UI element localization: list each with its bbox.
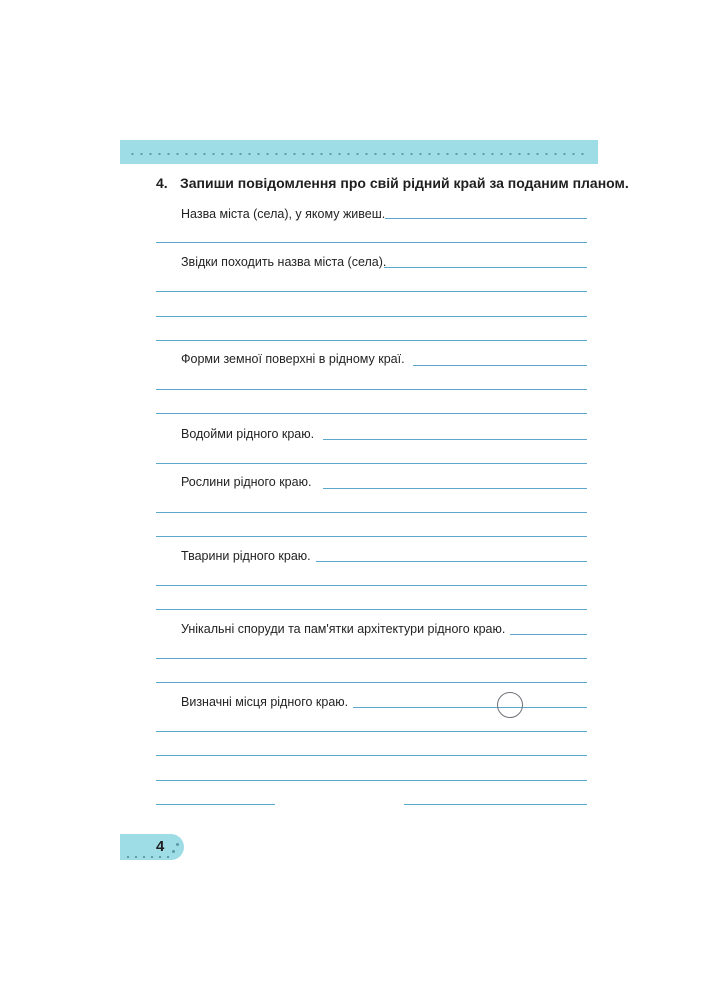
answer-line[interactable]	[156, 512, 587, 513]
answer-line[interactable]	[156, 585, 587, 586]
prompt-landmarks: Визначні місця рідного краю.	[181, 695, 349, 709]
answer-line[interactable]	[413, 365, 587, 366]
answer-line[interactable]	[156, 755, 587, 756]
answer-line[interactable]	[156, 413, 587, 414]
prompt-water-bodies: Водойми рідного краю.	[181, 427, 315, 441]
banner-dot-border	[128, 153, 590, 155]
answer-line[interactable]	[353, 707, 587, 708]
task-heading	[156, 175, 629, 191]
prompt-animals: Тварини рідного краю.	[181, 549, 311, 563]
header-banner	[120, 140, 598, 164]
answer-line[interactable]	[156, 658, 587, 659]
answer-line[interactable]	[384, 267, 587, 268]
answer-line[interactable]	[156, 536, 587, 537]
answer-line[interactable]	[323, 488, 587, 489]
page-number: 4	[156, 838, 165, 855]
answer-line[interactable]	[156, 682, 587, 683]
circle-mark-icon	[497, 692, 523, 718]
answer-line[interactable]	[156, 340, 587, 341]
prompt-name-origin: Звідки походить назва міста (села).	[181, 255, 387, 269]
answer-line[interactable]	[156, 291, 587, 292]
prompt-architecture: Унікальні споруди та пам'ятки архітектури рідного краю.	[181, 622, 506, 636]
answer-line[interactable]	[156, 463, 587, 464]
answer-line[interactable]	[156, 316, 587, 317]
answer-line[interactable]	[156, 731, 587, 732]
prompt-city-name: Назва міста (села), у якому живеш.	[181, 207, 386, 221]
answer-line[interactable]	[323, 439, 587, 440]
answer-line[interactable]	[156, 780, 587, 781]
prompt-plants: Рослини рідного краю.	[181, 475, 312, 489]
prompt-landforms: Форми земної поверхні в рідному краї.	[181, 352, 405, 366]
task-text: Запиши повідомлення про свій рідний край за поданим планом.	[180, 175, 629, 191]
tab-dot-decoration	[176, 843, 179, 846]
answer-line[interactable]	[316, 561, 587, 562]
answer-line[interactable]	[385, 218, 587, 219]
tab-dot-border	[124, 856, 170, 858]
answer-line[interactable]	[404, 804, 587, 805]
answer-line[interactable]	[510, 634, 587, 635]
tab-dot-decoration	[172, 850, 175, 853]
answer-line[interactable]	[156, 242, 587, 243]
answer-line[interactable]	[156, 804, 275, 805]
answer-line[interactable]	[156, 609, 587, 610]
task-number: 4.	[156, 175, 168, 191]
page-number-tab	[120, 834, 184, 860]
answer-line[interactable]	[156, 389, 587, 390]
